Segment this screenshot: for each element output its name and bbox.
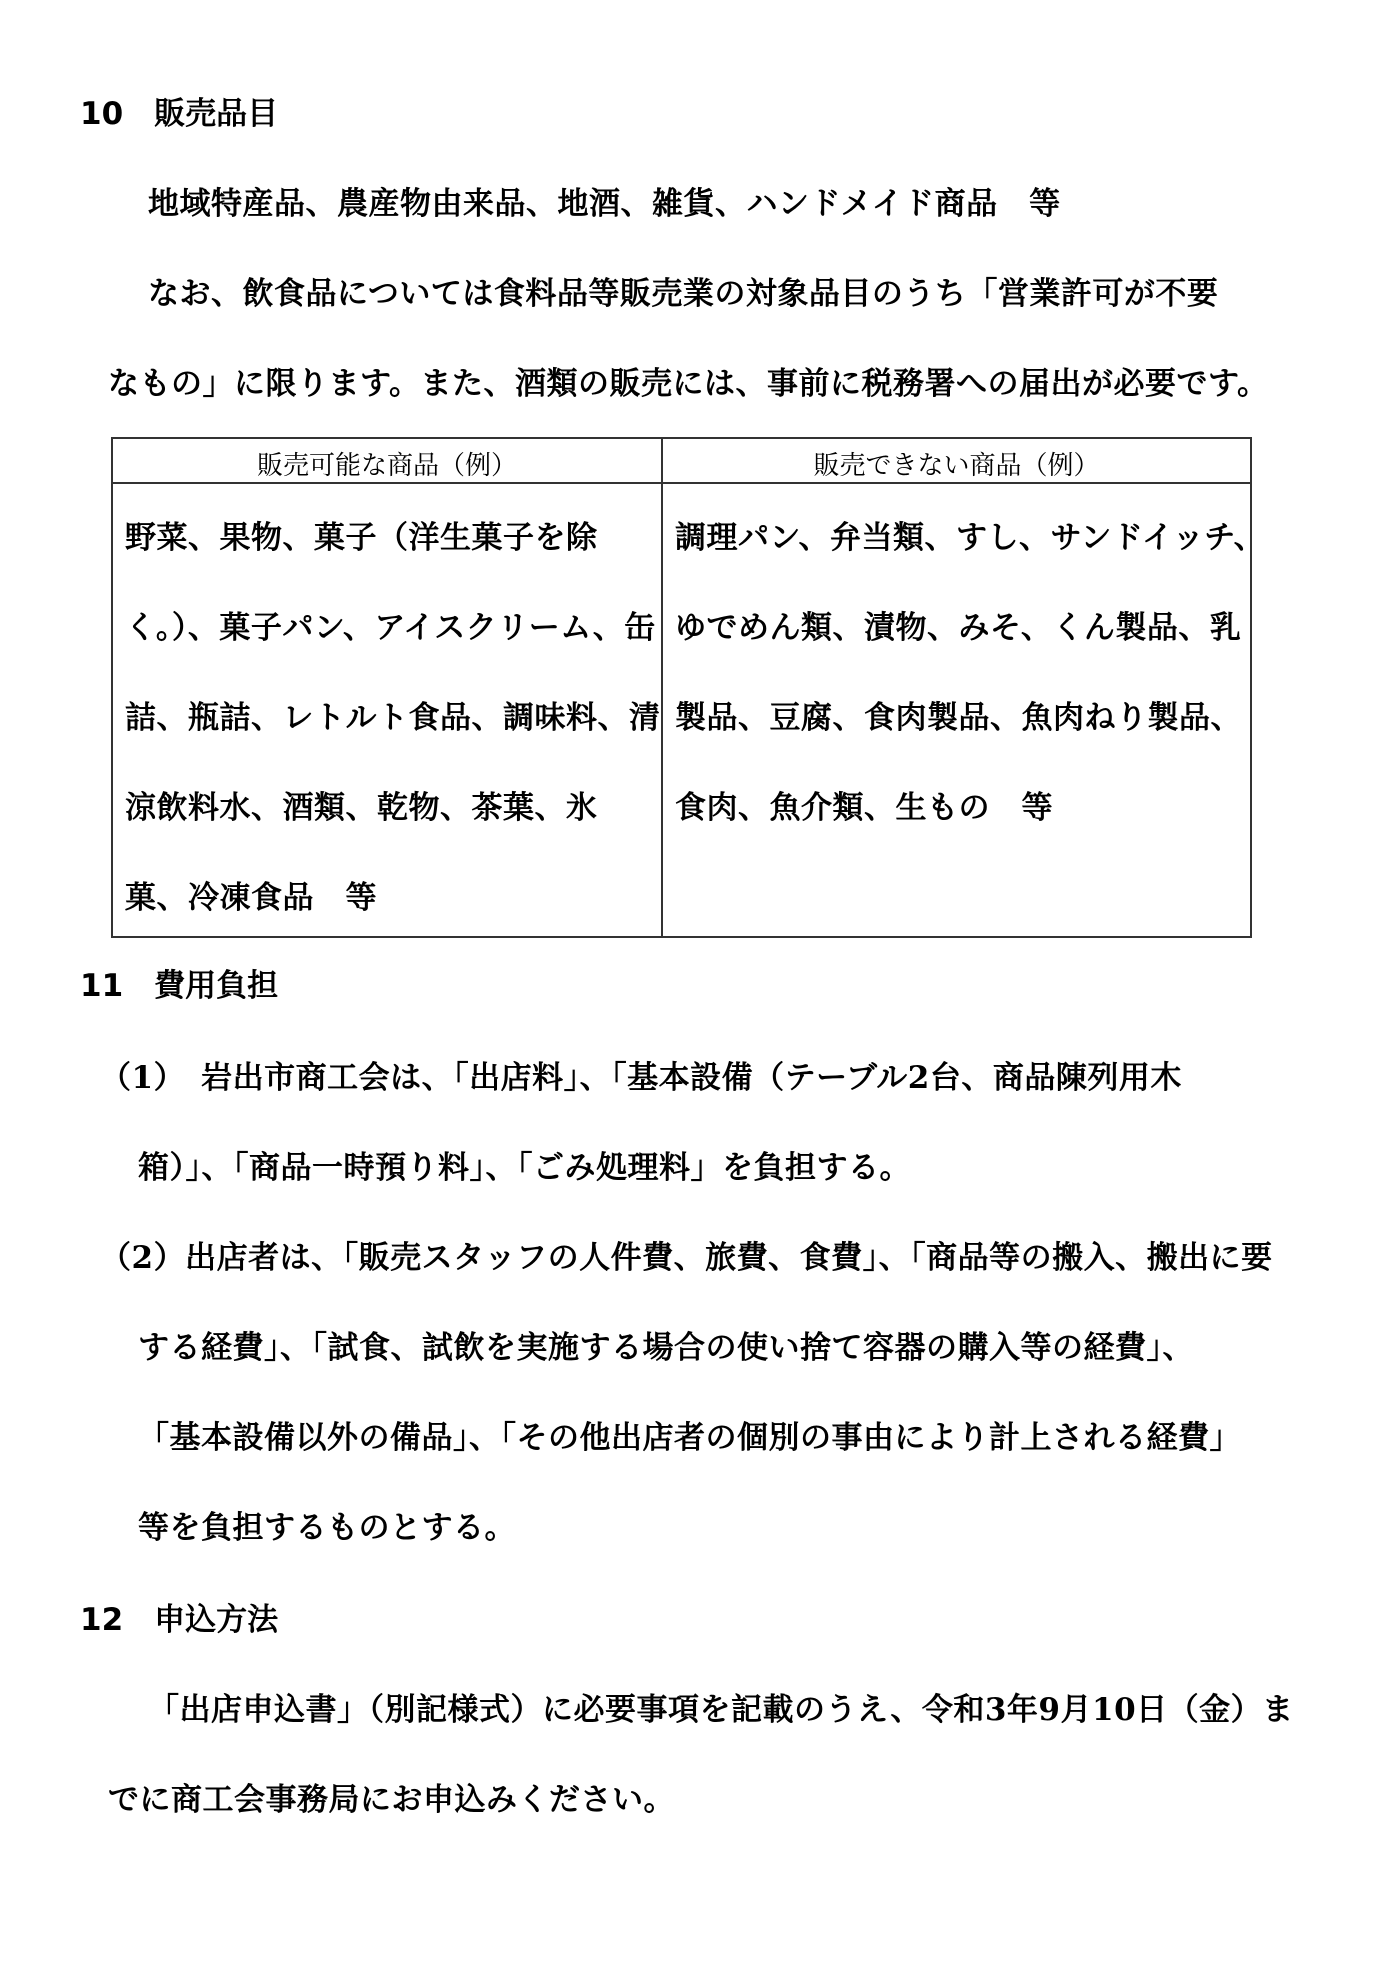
section-11-item-2-line-1: （2）出店者は、「販売スタッフの人件費、旅費、食費」、「商品等の搬入、搬出に要 [100,1240,1273,1276]
section-11-item-2-line-2: する経費」、「試食、試飲を実施する場合の使い捨て容器の購入等の経費」、 [138,1330,1194,1366]
table-border-bottom [111,936,1252,938]
sellable-line: 詰、瓶詰、レトルト食品、調味料、清 [125,700,661,736]
section-11-item-2-line-4: 等を負担するものとする。 [138,1510,516,1546]
section-12-heading: 12 申込方法 [80,1602,279,1638]
table-border-left [111,437,113,938]
table-header-not-sellable: 販売できない商品（例） [813,451,1100,481]
section-11-item-1-line-2: 箱）」、「商品一時預り料」、「ごみ処理料」を負担する。 [138,1150,911,1186]
not-sellable-line: 調理パン、弁当類、すし、サンドイッチ、 [675,520,1266,556]
sellable-line: 菓、冷凍食品 等 [125,880,377,916]
table-header-divider [111,482,1252,484]
sellable-line: く。）、菓子パン、アイスクリーム、缶 [125,610,656,646]
section-11-heading: 11 費用負担 [80,968,279,1004]
sellable-line: 涼飲料水、酒類、乾物、茶葉、氷 [125,790,598,826]
section-11-item-2-line-3: 「基本設備以外の備品」、「その他出店者の個別の事由により計上される経費」 [138,1420,1241,1456]
section-10-items: 地域特産品、農産物由来品、地酒、雑貨、ハンドメイド商品 等 [148,186,1061,222]
section-10-heading: 10 販売品目 [80,96,279,132]
table-border-top [111,437,1252,439]
section-12-body-line-2: でに商工会事務局にお申込みください。 [108,1782,675,1818]
table-header-sellable: 販売可能な商品（例） [256,451,517,481]
not-sellable-line: 製品、豆腐、食肉製品、魚肉ねり製品、 [675,700,1242,736]
section-12-body-line-1: 「出店申込書」（別記様式）に必要事項を記載のうえ、令和3年9月10日（金）ま [148,1692,1294,1728]
not-sellable-line: ゆでめん類、漬物、みそ、くん製品、乳 [675,610,1242,646]
not-sellable-line: 食肉、魚介類、生もの 等 [675,790,1053,826]
section-10-note-line-2: なもの」に限ります。また、酒類の販売には、事前に税務署への届出が必要です。 [108,366,1269,402]
section-10-note-line-1: なお、飲食品については食料品等販売業の対象品目のうち「営業許可が不要 [148,276,1219,312]
sellable-line: 野菜、果物、菓子（洋生菓子を除 [125,520,598,556]
section-11-item-1-line-1: （1） 岩出市商工会は、「出店料」、「基本設備（テーブル2台、商品陳列用木 [100,1060,1182,1096]
table-column-divider [661,437,663,938]
